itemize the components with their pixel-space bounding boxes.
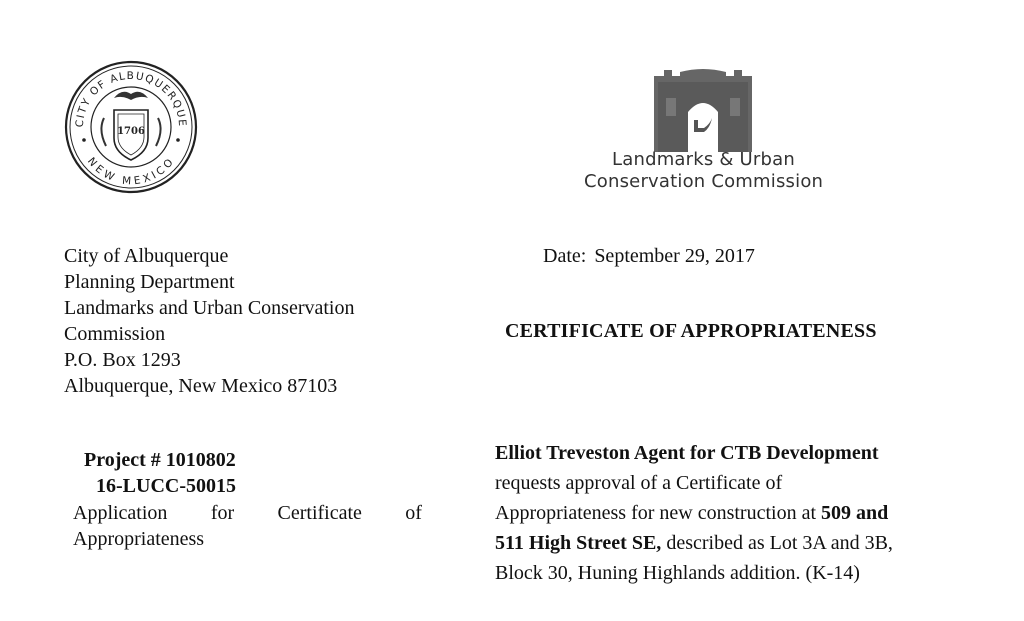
street-address-part2: 511 High Street SE, (495, 532, 662, 554)
seal-top-text: CITY OF ALBUQUERQUE (73, 69, 189, 128)
address-line: City of Albuquerque (64, 245, 229, 267)
applicant-name: Elliot Treveston Agent for CTB Development (495, 442, 879, 464)
address-block (64, 243, 354, 399)
application-word: for (210, 502, 235, 524)
request-line: described as Lot 3A and 3B, (661, 532, 893, 554)
street-address-part1: 509 and (821, 502, 889, 524)
application-line1 (73, 502, 422, 525)
application-word: of (405, 502, 422, 524)
address-line: Commission (64, 323, 166, 345)
request-line: Appropriateness for new construction at (495, 502, 822, 524)
seal-year: 1706 (117, 126, 145, 137)
logo-text-line1: Landmarks & Urban (612, 149, 795, 170)
lucc-building-logo (650, 68, 756, 152)
request-line: Block 30, Huning Highlands addition. (K-14) (495, 562, 860, 584)
project-number: Project # 1010802 (84, 449, 236, 471)
date-line (543, 243, 755, 269)
date-value: September 29, 2017 (594, 245, 755, 267)
city-seal-logo (64, 60, 198, 194)
address-line: Albuquerque, New Mexico 87103 (64, 375, 338, 397)
application-line2: Appropriateness (73, 528, 205, 550)
application-word: Certificate (277, 502, 362, 524)
request-line: requests approval of a Certificate of (495, 472, 783, 494)
address-line: P.O. Box 1293 (64, 349, 181, 371)
seal-bottom-text: NEW MEXICO (84, 155, 178, 188)
case-number: 16-LUCC-50015 (96, 475, 236, 497)
request-paragraph (495, 438, 965, 588)
address-line: Landmarks and Urban Conservation (64, 297, 355, 319)
address-line: Planning Department (64, 271, 235, 293)
date-label: Date: (543, 245, 587, 267)
certificate-title: CERTIFICATE OF APPROPRIATENESS (505, 320, 877, 342)
logo-text-line2: Conservation Commission (584, 171, 824, 192)
application-word: Application (73, 502, 168, 524)
